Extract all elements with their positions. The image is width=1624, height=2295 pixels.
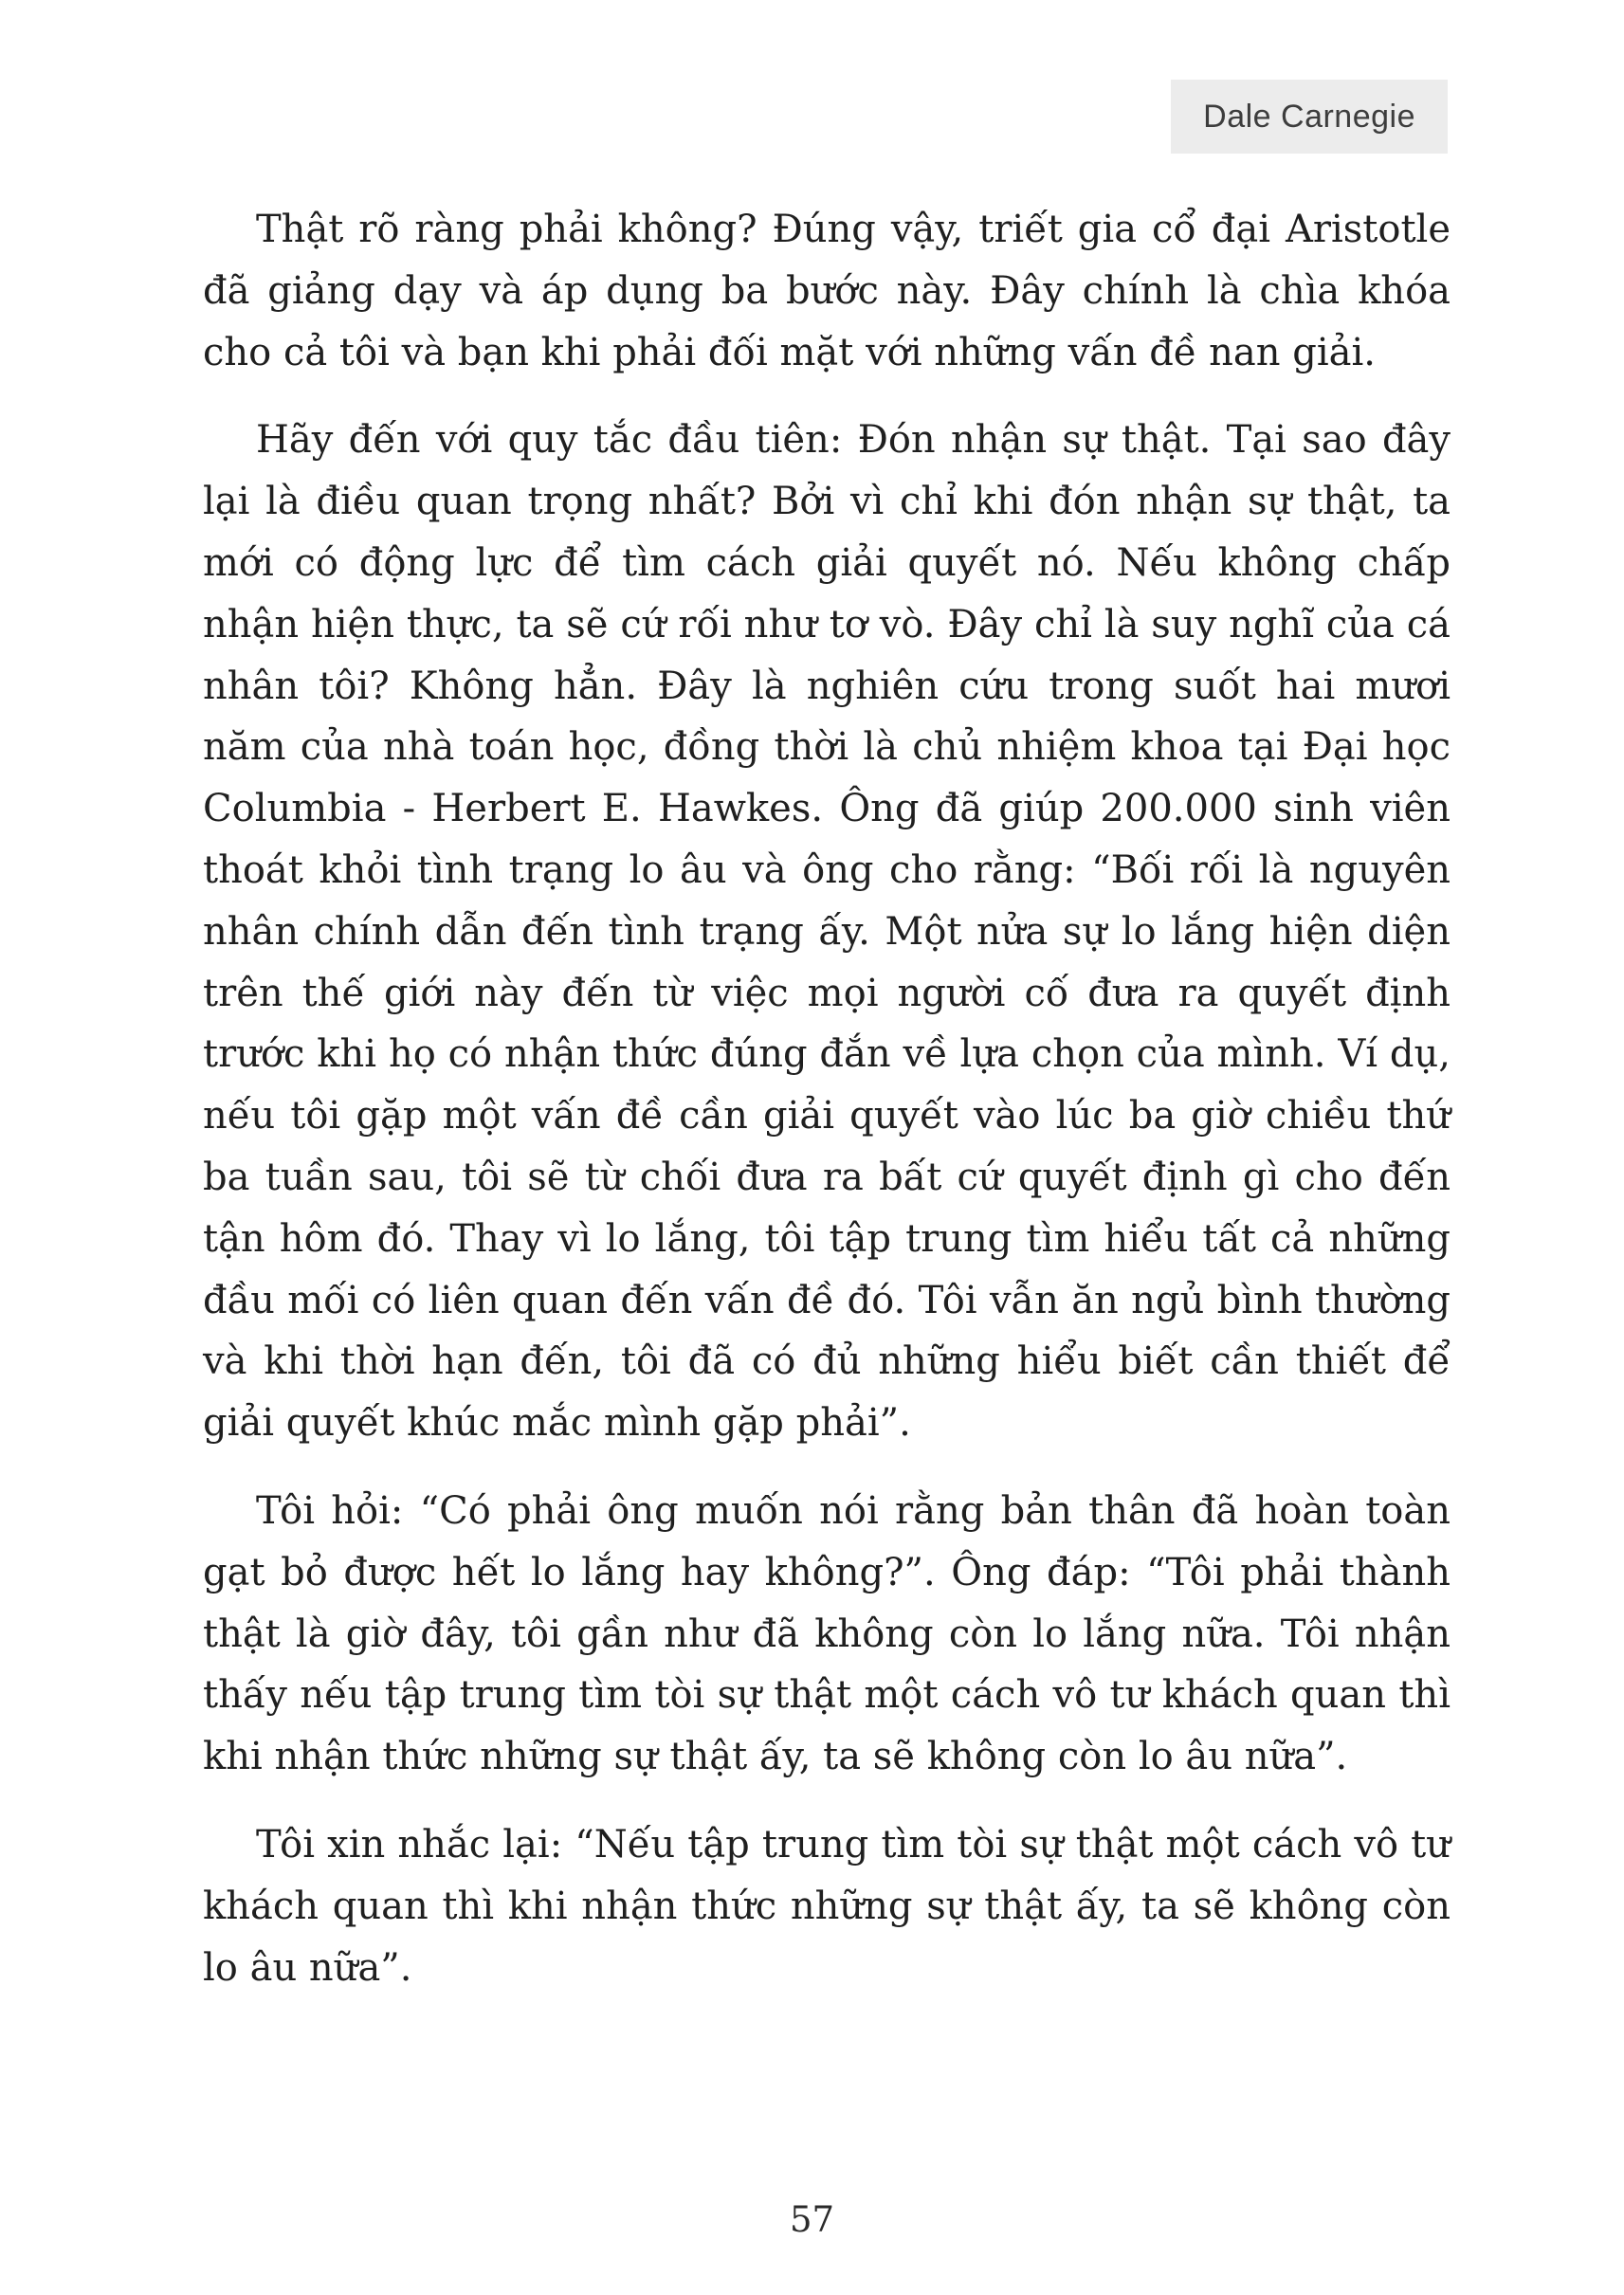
- page-number: 57: [789, 2199, 835, 2240]
- page-header: [0, 80, 1448, 154]
- paragraph-2: Hãy đến với quy tắc đầu tiên: Đón nhận sự thật. Tại sao đây lại là điều quan trọng nhất? Bởi vì chỉ khi đón nhận sự thật, ta mới có động lực để tìm cách giải quyết nó. Nếu không chấp nhận hiện thực, ta sẽ cứ rối như tơ vò. Đây chỉ là suy nghĩ của cá nhân tôi? Không hẳn. Đây là nghiên cứu trong suốt hai mươi năm của nhà toán học, đồng thời là chủ nhiệm khoa tại Đại học Columbia - Herbert E. Hawkes. Ông đã giúp 200.000 sinh viên thoát khỏi tình trạng lo âu và ông cho rằng: “Bối rối là nguyên nhân chính dẫn đến tình trạng ấy. Một nửa sự lo lắng hiện diện trên thế giới này đến từ việc mọi người cố đưa ra quyết định trước khi họ có nhận thức đúng đắn về lựa chọn của mình. Ví dụ, nếu tôi gặp một vấn đề cần giải quyết vào lúc ba giờ chiều thứ ba tuần sau, tôi sẽ từ chối đưa ra bất cứ quyết định gì cho đến tận hôm đó. Thay vì lo lắng, tôi tập trung tìm hiểu tất cả những đầu mối có liên quan đến vấn đề đó. Tôi vẫn ăn ngủ bình thường và khi thời hạn đến, tôi đã có đủ những hiểu biết cần thiết để giải quyết khúc mắc mình gặp phải”.: [203, 418, 1451, 1446]
- paragraph-1: Thật rõ ràng phải không? Đúng vậy, triết gia cổ đại Aristotle đã giảng dạy và áp dụng ba bước này. Đây chính là chìa khóa cho cả tôi và bạn khi phải đối mặt với những vấn đề nan giải.: [203, 208, 1451, 374]
- running-head-author: Dale Carnegie: [1171, 80, 1448, 154]
- paragraph-4: Tôi xin nhắc lại: “Nếu tập trung tìm tòi sự thật một cách vô tư khách quan thì khi nhận thức những sự thật ấy, ta sẽ không còn lo âu nữa”.: [203, 1822, 1451, 1990]
- paragraph-3: Tôi hỏi: “Có phải ông muốn nói rằng bản thân đã hoàn toàn gạt bỏ được hết lo lắng hay không?”. Ông đáp: “Tôi phải thành thật là giờ đây, tôi gần như đã không còn lo lắng nữa. Tôi nhận thấy nếu tập trung tìm tòi sự thật một cách vô tư khách quan thì khi nhận thức những sự thật ấy, ta sẽ không còn lo âu nữa”.: [203, 1488, 1451, 1779]
- page-content: [203, 199, 1451, 2025]
